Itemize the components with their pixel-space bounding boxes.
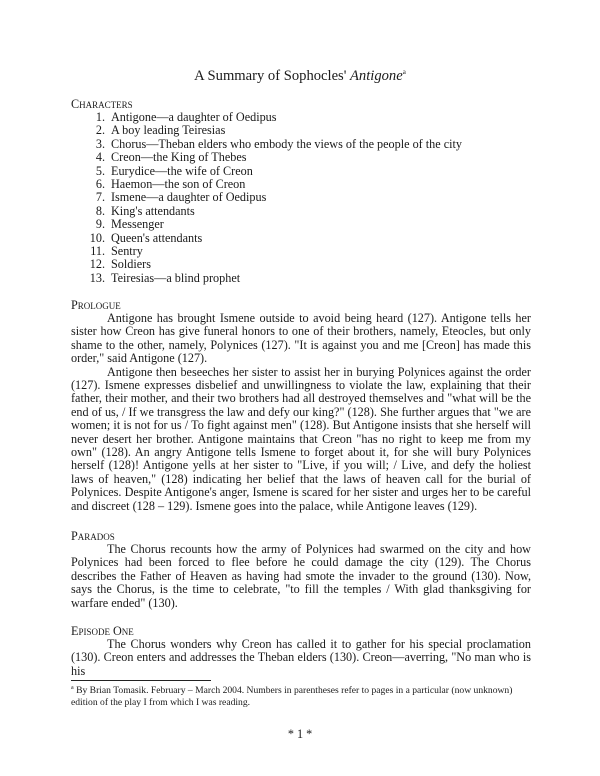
character-list-item: [71, 218, 531, 231]
character-number: 13.: [89, 270, 105, 285]
page-number: * 1 *: [287, 727, 313, 741]
character-description: Messenger: [111, 217, 164, 232]
footnote-text: By Brian Tomasik. February – March 2004. Numbers in parentheses refer to pages in a particular (now unknown) edition of the play I from which I was reading.: [71, 685, 513, 708]
character-list-item: [71, 124, 531, 137]
characters-heading: Characters: [71, 97, 133, 111]
title-text: A Summary of Sophocles': [194, 68, 351, 84]
character-description: Haemon—the son of Creon: [111, 177, 246, 192]
character-list-item: [71, 111, 531, 124]
character-number: 1.: [95, 110, 105, 124]
character-number: 11.: [90, 244, 105, 259]
character-description: Queen's attendants: [111, 230, 203, 245]
character-description: Teiresias—a blind prophet: [111, 270, 241, 285]
character-number: 12.: [89, 257, 105, 272]
episode-one-section: [71, 638, 531, 678]
title-italic: Antigone: [350, 68, 403, 84]
character-description: Chorus—Theban elders who embody the views of the people of the city: [111, 136, 462, 151]
character-list-item: [71, 232, 531, 245]
character-list-item: [71, 165, 531, 178]
character-description: King's attendants: [111, 203, 195, 218]
character-number: 6.: [95, 177, 105, 192]
character-number: 5.: [95, 163, 105, 178]
character-number: 4.: [95, 150, 105, 165]
character-number: 2.: [95, 123, 105, 138]
character-description: Creon—the King of Thebes: [111, 150, 247, 165]
prologue-section: [71, 312, 531, 513]
character-description: Sentry: [111, 244, 143, 259]
character-description: A boy leading Teiresias: [111, 123, 226, 138]
prologue-heading: Prologue: [71, 298, 121, 312]
character-description: Soldiers: [111, 257, 151, 272]
character-list-item: [71, 258, 531, 271]
footnote-divider: [71, 680, 211, 681]
title-footnote-marker: a: [402, 68, 406, 77]
character-list-item: [71, 272, 531, 285]
character-number: 7.: [95, 190, 105, 205]
character-list-item: [71, 151, 531, 164]
character-list-item: [71, 205, 531, 218]
character-list-item: [71, 245, 531, 258]
character-number: 9.: [95, 217, 105, 232]
prologue-paragraph-2: Antigone then beseeches her sister to assist her in burying Polynices against the order (127). Ismene expresses disbelief and unwillingness to violate the law, explaining that their father, their mother, and their two brothers had all destroyed themselves and "what will be the end of us, / If we transgress the law and defy our king?" (128). She further argues that "we are women; it is not for us / To fight against men" (128). But Antigone insists that she herself will never desert her brother. Antigone maintains that Creon "has no right to keep me from my own" (128). An angry Antigone tells Ismene to forget about it, for she will bury Polynices herself (128)! Antigone yells at her sister to "Live, if you will; / Live, and defy the holiest laws of heaven," (128) indicating her belief that the laws of heaven call for the burial of Polynices. Despite Antigone's anger, Ismene is scared for her sister and urges her to be careful and discreet (128 – 129). Ismene goes into the palace, while Antigone leaves (129).: [71, 364, 531, 513]
footnote-marker: a: [71, 685, 74, 691]
character-description: Eurydice—the wife of Creon: [111, 163, 253, 178]
character-description: Antigone—a daughter of Oedipus: [111, 110, 277, 124]
prologue-paragraph-1: Antigone has brought Ismene outside to avoid being heard (127). Antigone tells her sister how Creon has give funeral honors to one of their brothers, namely, Eteocles, but only shame to the other, namely, Polynices (127). "It is against you and me [Creon] has made this order," said Antigone (127).: [71, 311, 531, 366]
character-list-item: [71, 178, 531, 191]
episode-one-heading: Episode One: [71, 624, 134, 638]
character-list-item: [71, 191, 531, 204]
document-title: [0, 68, 600, 85]
parados-paragraph-1: The Chorus recounts how the army of Polynices had swarmed on the city and how Polynices had been forced to flee before he could damage the city (129). The Chorus describes the Father of Heaven as having had smote the invader to the ground (130). Now, says the Chorus, is the time to celebrate, "to fill the temples / With glad thanksgiving for warfare ended" (130).: [71, 542, 531, 610]
character-description: Ismene—a daughter of Oedipus: [111, 190, 267, 205]
characters-list: [71, 111, 531, 285]
parados-section: [71, 543, 531, 610]
parados-heading: Parados: [71, 529, 115, 543]
character-number: 3.: [95, 136, 105, 151]
episode-one-paragraph-1: The Chorus wonders why Creon has called it to gather for his special proclamation (130). Creon enters and addresses the Theban elders (130). Creon—averring, "No man who is his: [71, 637, 531, 678]
character-list-item: [71, 138, 531, 151]
character-number: 10.: [89, 230, 105, 245]
character-number: 8.: [95, 203, 105, 218]
footnote: [71, 683, 531, 708]
